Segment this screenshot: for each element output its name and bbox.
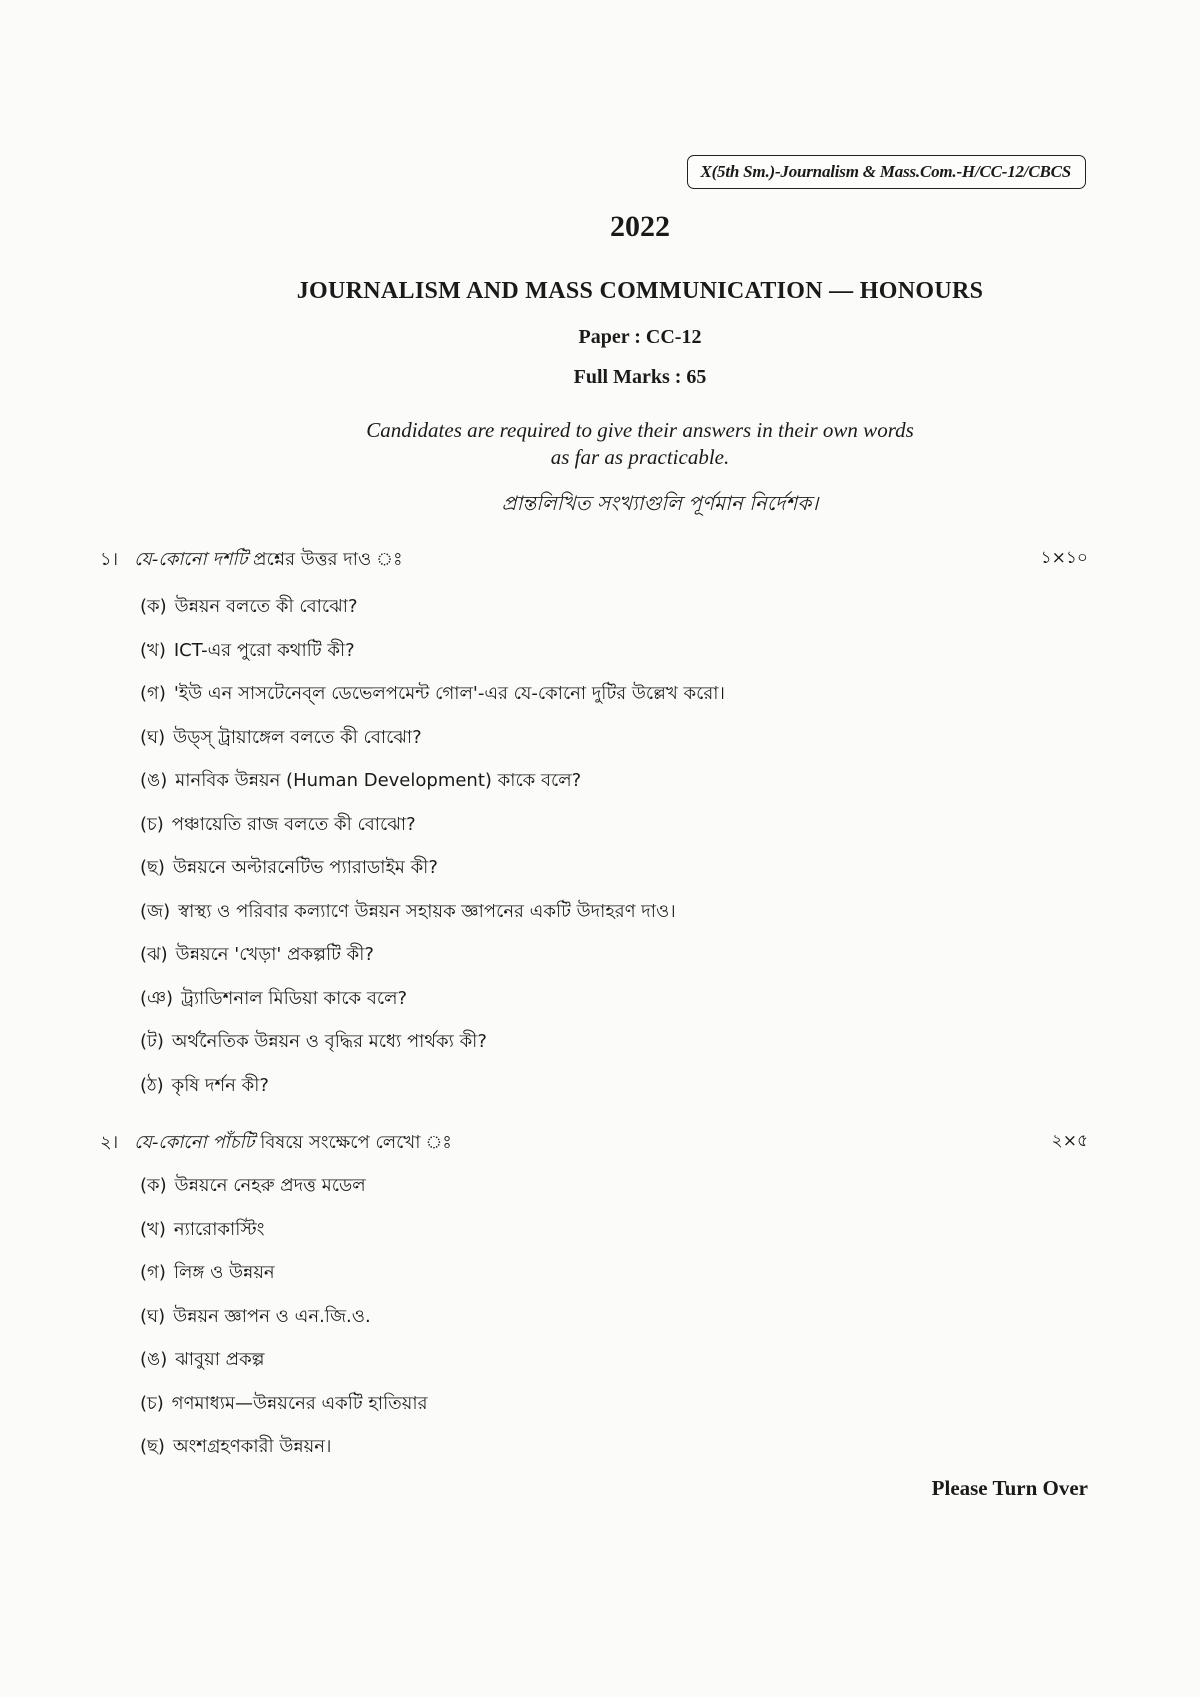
item-label: (ঘ) <box>140 726 166 748</box>
exam-year: 2022 <box>610 210 670 243</box>
paper-code-box: X(5th Sm.)-Journalism & Mass.Com.-H/CC-12/CBCS <box>687 155 1086 189</box>
instructions <box>0 417 1200 471</box>
please-turn-over: Please Turn Over <box>931 1476 1088 1500</box>
item-text: কৃষি দর্শন কী? <box>171 1074 269 1096</box>
question-item <box>140 1171 366 1202</box>
item-label: (জ) <box>140 900 171 922</box>
question-item <box>140 1215 264 1246</box>
question-item <box>140 1389 427 1420</box>
item-label: (ট) <box>140 1031 164 1052</box>
item-text: গণমাধ্যম—উন্নয়নের একটি হাতিয়ার <box>171 1392 428 1414</box>
item-text: অংশগ্রহণকারী উন্নয়ন। <box>172 1436 332 1457</box>
item-label: (ঘ) <box>140 1305 166 1327</box>
question-2-marks: ২×৫ <box>1051 1131 1088 1151</box>
exam-title: JOURNALISM AND MASS COMMUNICATION — HONOURS <box>296 278 984 304</box>
question-item <box>140 1432 331 1463</box>
item-text: মানবিক উন্নয়ন (Human Development) কাকে বলে? <box>175 770 582 791</box>
item-label: (ঝ) <box>140 944 168 965</box>
item-label: (ক) <box>140 596 167 617</box>
item-text: উন্নয়ন বলতে কী বোঝো? <box>174 596 358 617</box>
question-item <box>140 940 374 971</box>
item-text: ঝাবুয়া প্রকল্প <box>175 1349 265 1370</box>
question-item <box>140 1071 269 1102</box>
question-item <box>140 810 416 841</box>
item-text: লিঙ্গ ও উন্নয়ন <box>173 1262 275 1283</box>
instruction-line-1: Candidates are required to give their answers in their own words <box>366 418 914 442</box>
question-item <box>140 1027 487 1058</box>
item-label: (ঞ) <box>140 987 174 1009</box>
question-2-heading <box>100 1128 452 1159</box>
item-text: স্বাস্থ্য ও পরিবার কল্যাণে উন্নয়ন সহায়ক জ্ঞাপনের একটি উদাহরণ দাও। <box>178 900 676 922</box>
question-item <box>140 984 407 1015</box>
item-text: ন্যারোকাস্টিং <box>173 1218 265 1240</box>
item-label: (ছ) <box>140 1436 165 1457</box>
item-label: (গ) <box>140 1262 166 1283</box>
question-1-marks: ১×১০ <box>1040 548 1088 568</box>
item-text: উন্নয়নে নেহরু প্রদত্ত মডেল <box>174 1175 366 1196</box>
question-heading-emphasis: যে-কোনো পাঁচটি <box>134 1132 255 1153</box>
item-text: উড্‌স্‌ ট্রায়াঙ্গেল বলতে কী বোঝো? <box>173 726 422 748</box>
instruction-line-2: as far as practicable. <box>550 445 730 469</box>
item-text: উন্নয়নে 'খেড়া' প্রকল্পটি কী? <box>175 944 374 965</box>
question-item <box>140 853 438 884</box>
question-heading-emphasis: যে-কোনো দশটি <box>134 549 248 570</box>
item-label: (ঠ) <box>140 1074 164 1096</box>
question-number: ১। <box>100 549 119 570</box>
item-label: (গ) <box>140 683 166 704</box>
question-item <box>140 1345 265 1376</box>
item-label: (চ) <box>140 1392 164 1414</box>
question-item <box>140 1302 371 1333</box>
item-label: (ঙ) <box>140 770 168 791</box>
question-1-heading <box>100 545 403 576</box>
question-item <box>140 1258 275 1289</box>
item-label: (চ) <box>140 813 164 835</box>
instruction-bengali: প্রান্তলিখিত সংখ্যাগুলি পূর্ণমান নির্দেশক। <box>501 491 819 515</box>
question-item <box>140 723 422 754</box>
question-item <box>140 897 676 928</box>
paper-label: Paper : CC-12 <box>578 326 702 348</box>
question-item <box>140 679 725 710</box>
item-label: (খ) <box>140 1218 166 1240</box>
item-text: 'ইউ এন সাসটেনেব্‌ল ডেভেলপমেন্ট গোল'-এর যে-কোনো দুটির উল্লেখ করো। <box>173 683 725 704</box>
item-label: (ক) <box>140 1175 167 1196</box>
question-item <box>140 636 355 667</box>
item-text: ট্র্যাডিশনাল মিডিয়া কাকে বলে? <box>181 987 408 1009</box>
item-text: অর্থনৈতিক উন্নয়ন ও বৃদ্ধির মধ্যে পার্থক্য কী? <box>171 1031 487 1052</box>
full-marks: Full Marks : 65 <box>573 366 707 388</box>
item-text: উন্নয়ন জ্ঞাপন ও এন.জি.ও. <box>173 1305 371 1327</box>
question-heading-text: প্রশ্নের উত্তর দাও ঃ <box>253 549 403 570</box>
question-heading-text: বিষয়ে সংক্ষেপে লেখো ঃ <box>260 1132 452 1153</box>
item-text: উন্নয়নে অল্টারনেটিভ প্যারাডাইম কী? <box>172 857 438 878</box>
item-label: (ঙ) <box>140 1349 168 1370</box>
item-label: (ছ) <box>140 857 165 878</box>
item-text: পঞ্চায়েতি রাজ বলতে কী বোঝো? <box>171 813 416 835</box>
question-number: ২। <box>100 1132 119 1153</box>
item-label: (খ) <box>140 639 166 661</box>
item-text: ICT-এর পুরো কথাটি কী? <box>173 639 355 661</box>
question-item <box>140 766 581 797</box>
question-item <box>140 592 358 623</box>
